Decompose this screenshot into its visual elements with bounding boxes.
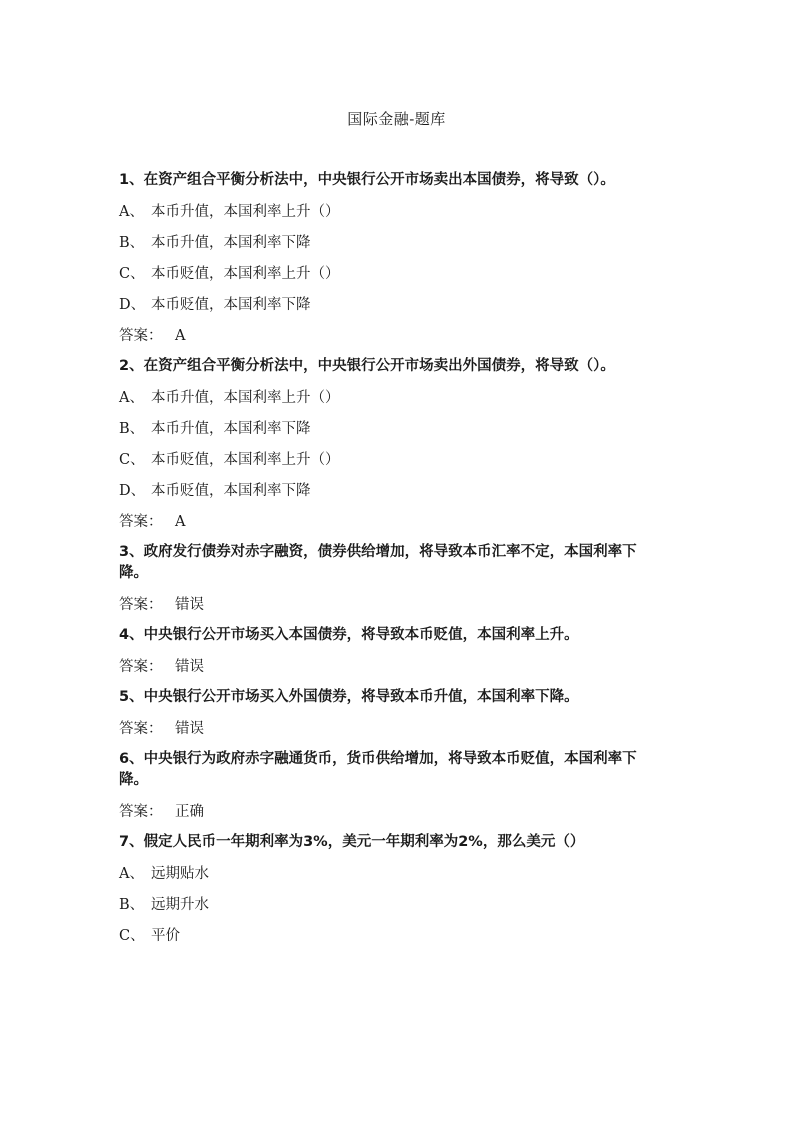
question-item bbox=[119, 170, 639, 346]
option-text: 本币升值，本国利率上升（） bbox=[151, 204, 340, 220]
option-text: 本币贬值，本国利率下降 bbox=[151, 483, 311, 499]
answer-label: 答案： bbox=[119, 514, 163, 530]
option-item bbox=[119, 864, 639, 884]
question-text: 2、在资产组合平衡分析法中，中央银行公开市场卖出外国债券，将导致（）。 bbox=[119, 358, 615, 374]
option-item bbox=[119, 419, 639, 439]
question-text: 4、中央银行公开市场买入本国债券，将导致本币贬值，本国利率上升。 bbox=[119, 627, 579, 643]
answer-value: 错误 bbox=[175, 659, 204, 675]
option-item bbox=[119, 264, 639, 284]
option-text: 本币升值，本国利率下降 bbox=[151, 421, 311, 437]
option-item bbox=[119, 895, 639, 915]
option-letter: C、 bbox=[119, 266, 145, 282]
answer-line bbox=[119, 326, 639, 346]
question-text: 7、假定人民币一年期利率为3%，美元一年期利率为2%，那么美元（） bbox=[119, 834, 585, 850]
option-item bbox=[119, 388, 639, 408]
option-text: 远期升水 bbox=[151, 897, 209, 913]
question-item bbox=[119, 356, 639, 532]
document-title: 国际金融-题库 bbox=[347, 110, 446, 128]
answer-value: 正确 bbox=[175, 804, 204, 820]
answer-value: A bbox=[175, 328, 186, 344]
question-item bbox=[119, 625, 639, 677]
option-letter: B、 bbox=[119, 235, 145, 251]
option-letter: A、 bbox=[119, 390, 144, 406]
answer-value: A bbox=[175, 514, 186, 530]
answer-label: 答案： bbox=[119, 328, 163, 344]
option-item bbox=[119, 295, 639, 315]
question-item bbox=[119, 832, 639, 946]
option-letter: C、 bbox=[119, 452, 145, 468]
answer-line bbox=[119, 657, 639, 677]
answer-line bbox=[119, 719, 639, 739]
answer-label: 答案： bbox=[119, 597, 163, 613]
option-text: 平价 bbox=[151, 928, 180, 944]
question-text: 6、中央银行为政府赤字融通货币，货币供给增加，将导致本币贬值，本国利率下降。 bbox=[119, 751, 637, 788]
answer-label: 答案： bbox=[119, 659, 163, 675]
answer-value: 错误 bbox=[175, 597, 204, 613]
answer-line bbox=[119, 802, 639, 822]
option-text: 本币贬值，本国利率上升（） bbox=[151, 452, 340, 468]
option-text: 本币升值，本国利率下降 bbox=[151, 235, 311, 251]
option-text: 本币贬值，本国利率上升（） bbox=[151, 266, 340, 282]
option-letter: A、 bbox=[119, 866, 144, 882]
option-item bbox=[119, 202, 639, 222]
question-text: 3、政府发行债券对赤字融资，债券供给增加，将导致本币汇率不定，本国利率下降。 bbox=[119, 544, 637, 581]
option-letter: D、 bbox=[119, 297, 146, 313]
option-letter: A、 bbox=[119, 204, 144, 220]
option-item bbox=[119, 450, 639, 470]
question-list bbox=[119, 170, 639, 946]
option-item bbox=[119, 233, 639, 253]
option-letter: B、 bbox=[119, 421, 145, 437]
option-letter: D、 bbox=[119, 483, 146, 499]
option-item bbox=[119, 481, 639, 501]
question-item bbox=[119, 687, 639, 739]
question-item bbox=[119, 542, 639, 615]
option-letter: C、 bbox=[119, 928, 145, 944]
answer-line bbox=[119, 595, 639, 615]
question-text: 1、在资产组合平衡分析法中，中央银行公开市场卖出本国债券，将导致（）。 bbox=[119, 172, 615, 188]
question-text: 5、中央银行公开市场买入外国债券，将导致本币升值，本国利率下降。 bbox=[119, 689, 579, 705]
option-text: 本币升值，本国利率上升（） bbox=[151, 390, 340, 406]
answer-label: 答案： bbox=[119, 721, 163, 737]
option-text: 远期贴水 bbox=[151, 866, 209, 882]
option-letter: B、 bbox=[119, 897, 145, 913]
option-item bbox=[119, 926, 639, 946]
answer-line bbox=[119, 512, 639, 532]
option-text: 本币贬值，本国利率下降 bbox=[151, 297, 311, 313]
question-item bbox=[119, 749, 639, 822]
answer-value: 错误 bbox=[175, 721, 204, 737]
answer-label: 答案： bbox=[119, 804, 163, 820]
